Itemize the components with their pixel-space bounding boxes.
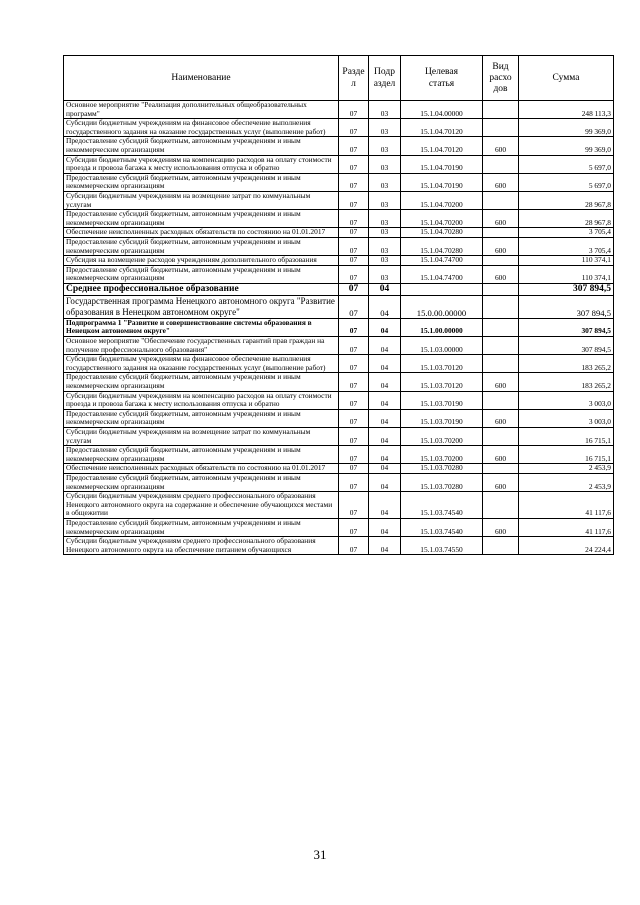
cell-amount: 41 117,6 bbox=[519, 518, 614, 536]
cell-subsection: 03 bbox=[369, 228, 401, 238]
table-row bbox=[64, 446, 614, 464]
cell-amount: 2 453,9 bbox=[519, 464, 614, 474]
cell-section: 07 bbox=[339, 119, 369, 137]
table-row bbox=[64, 318, 614, 336]
cell-expense-type bbox=[483, 464, 519, 474]
cell-section: 07 bbox=[339, 265, 369, 283]
cell-expense-type bbox=[483, 492, 519, 519]
cell-amount: 307 894,5 bbox=[519, 283, 614, 295]
cell-subsection: 03 bbox=[369, 191, 401, 209]
header-row bbox=[64, 56, 614, 101]
cell-subsection: 04 bbox=[369, 295, 401, 318]
cell-subsection: 04 bbox=[369, 428, 401, 446]
cell-expense-type bbox=[483, 337, 519, 355]
cell-amount: 183 265,2 bbox=[519, 373, 614, 391]
cell-amount: 110 374,1 bbox=[519, 265, 614, 283]
cell-section: 07 bbox=[339, 101, 369, 119]
budget-table bbox=[63, 55, 614, 555]
cell-amount: 5 697,0 bbox=[519, 173, 614, 191]
cell-expense-type bbox=[483, 318, 519, 336]
cell-target: 15.1.04.70120 bbox=[401, 137, 483, 155]
cell-section: 07 bbox=[339, 237, 369, 255]
cell-section: 07 bbox=[339, 173, 369, 191]
cell-expense-type bbox=[483, 119, 519, 137]
table-body bbox=[64, 101, 614, 555]
header-target: Целевая статья bbox=[401, 56, 483, 101]
table-row bbox=[64, 428, 614, 446]
cell-amount: 3 003,0 bbox=[519, 391, 614, 409]
cell-target: 15.1.04.70190 bbox=[401, 173, 483, 191]
cell-target: 15.0.00.00000 bbox=[401, 295, 483, 318]
cell-section: 07 bbox=[339, 537, 369, 555]
cell-target: 15.1.03.70200 bbox=[401, 446, 483, 464]
cell-amount: 307 894,5 bbox=[519, 318, 614, 336]
cell-amount: 183 265,2 bbox=[519, 355, 614, 373]
cell-subsection: 03 bbox=[369, 265, 401, 283]
cell-section: 07 bbox=[339, 518, 369, 536]
cell-expense-type: 600 bbox=[483, 446, 519, 464]
cell-target: 15.1.00.00000 bbox=[401, 318, 483, 336]
table-row bbox=[64, 119, 614, 137]
header-expense-type: Вид расхо дов bbox=[483, 56, 519, 101]
cell-name: Предоставление субсидий бюджетным, автономным учреждениям и иным некоммерческим организациям bbox=[64, 473, 339, 491]
cell-name: Подпрограмма 1 "Развитие и совершенствование системы образования в Ненецком автономном округе" bbox=[64, 318, 339, 336]
cell-expense-type bbox=[483, 355, 519, 373]
cell-section: 07 bbox=[339, 191, 369, 209]
cell-subsection: 03 bbox=[369, 173, 401, 191]
cell-section: 07 bbox=[339, 473, 369, 491]
cell-name: Предоставление субсидий бюджетным, автономным учреждениям и иным некоммерческим организациям bbox=[64, 173, 339, 191]
cell-expense-type: 600 bbox=[483, 137, 519, 155]
cell-subsection: 04 bbox=[369, 537, 401, 555]
cell-name: Субсидии бюджетным учреждениям на компенсацию расходов на оплату стоимости проезда и провоза багажа к месту использования отпуска и обратно bbox=[64, 391, 339, 409]
cell-subsection: 04 bbox=[369, 518, 401, 536]
cell-name: Субсидии бюджетным учреждениям среднего профессионального образования Ненецкого автономного округа на обеспечение питанием обучающихся bbox=[64, 537, 339, 555]
cell-section: 07 bbox=[339, 391, 369, 409]
cell-name: Предоставление субсидий бюджетным, автономным учреждениям и иным некоммерческим организациям bbox=[64, 137, 339, 155]
cell-amount: 5 697,0 bbox=[519, 155, 614, 173]
cell-section: 07 bbox=[339, 464, 369, 474]
cell-section: 07 bbox=[339, 210, 369, 228]
cell-section: 07 bbox=[339, 318, 369, 336]
cell-section: 07 bbox=[339, 137, 369, 155]
cell-amount: 307 894,5 bbox=[519, 337, 614, 355]
cell-name: Субсидии бюджетным учреждениям на возмещение затрат по коммунальным услугам bbox=[64, 191, 339, 209]
cell-name: Субсидия на возмещение расходов учреждениям дополнительного образования bbox=[64, 256, 339, 266]
cell-name: Субсидии бюджетным учреждениям на возмещение затрат по коммунальным услугам bbox=[64, 428, 339, 446]
cell-name: Предоставление субсидий бюджетным, автономным учреждениям и иным некоммерческим организациям bbox=[64, 518, 339, 536]
cell-amount: 110 374,1 bbox=[519, 256, 614, 266]
header-subsection: Подр аздел bbox=[369, 56, 401, 101]
cell-subsection: 04 bbox=[369, 318, 401, 336]
table-row bbox=[64, 492, 614, 519]
cell-expense-type: 600 bbox=[483, 237, 519, 255]
cell-target: 15.1.03.00000 bbox=[401, 337, 483, 355]
cell-target: 15.1.04.70120 bbox=[401, 119, 483, 137]
cell-expense-type: 600 bbox=[483, 473, 519, 491]
cell-subsection: 03 bbox=[369, 137, 401, 155]
table-row bbox=[64, 137, 614, 155]
table-row bbox=[64, 295, 614, 318]
cell-amount: 28 967,8 bbox=[519, 210, 614, 228]
cell-section: 07 bbox=[339, 295, 369, 318]
table-row bbox=[64, 355, 614, 373]
table-row bbox=[64, 473, 614, 491]
header-name: Наименование bbox=[64, 56, 339, 101]
page-number: 31 bbox=[313, 847, 327, 862]
cell-expense-type bbox=[483, 256, 519, 266]
cell-target: 15.1.04.74700 bbox=[401, 265, 483, 283]
cell-expense-type bbox=[483, 283, 519, 295]
table-header bbox=[64, 56, 614, 101]
table-row bbox=[64, 518, 614, 536]
cell-subsection: 04 bbox=[369, 391, 401, 409]
cell-target: 15.1.03.74540 bbox=[401, 518, 483, 536]
cell-amount: 248 113,3 bbox=[519, 101, 614, 119]
cell-section: 07 bbox=[339, 155, 369, 173]
cell-target bbox=[401, 283, 483, 295]
table-row bbox=[64, 101, 614, 119]
cell-target: 15.1.04.74700 bbox=[401, 256, 483, 266]
header-amount: Сумма bbox=[519, 56, 614, 101]
cell-amount: 16 715,1 bbox=[519, 428, 614, 446]
cell-name: Предоставление субсидий бюджетным, автономным учреждениям и иным некоммерческим организациям bbox=[64, 237, 339, 255]
cell-subsection: 03 bbox=[369, 237, 401, 255]
cell-name: Основное мероприятие "Реализация дополнительных общеобразовательных программ" bbox=[64, 101, 339, 119]
cell-target: 15.1.04.70200 bbox=[401, 191, 483, 209]
cell-section: 07 bbox=[339, 446, 369, 464]
cell-amount: 307 894,5 bbox=[519, 295, 614, 318]
cell-subsection: 04 bbox=[369, 409, 401, 427]
cell-target: 15.1.03.70190 bbox=[401, 409, 483, 427]
cell-target: 15.1.03.74550 bbox=[401, 537, 483, 555]
cell-target: 15.1.04.70280 bbox=[401, 237, 483, 255]
cell-section: 07 bbox=[339, 337, 369, 355]
table-row bbox=[64, 237, 614, 255]
cell-section: 07 bbox=[339, 492, 369, 519]
cell-target: 15.1.03.70190 bbox=[401, 391, 483, 409]
cell-target: 15.1.03.70120 bbox=[401, 373, 483, 391]
cell-amount: 24 224,4 bbox=[519, 537, 614, 555]
cell-target: 15.1.03.74540 bbox=[401, 492, 483, 519]
cell-expense-type bbox=[483, 155, 519, 173]
table-row bbox=[64, 409, 614, 427]
cell-section: 07 bbox=[339, 428, 369, 446]
cell-name: Субсидии бюджетным учреждениям среднего профессионального образования Ненецкого автономного округа на содержание и обеспечение обучающихся местами в общежитии bbox=[64, 492, 339, 519]
cell-subsection: 03 bbox=[369, 155, 401, 173]
cell-section: 07 bbox=[339, 373, 369, 391]
cell-expense-type: 600 bbox=[483, 409, 519, 427]
cell-name: Предоставление субсидий бюджетным, автономным учреждениям и иным некоммерческим организациям bbox=[64, 409, 339, 427]
cell-name: Обеспечение неисполненных расходных обязательств по состоянию на 01.01.2017 bbox=[64, 464, 339, 474]
cell-section: 07 bbox=[339, 283, 369, 295]
cell-subsection: 04 bbox=[369, 446, 401, 464]
table-row bbox=[64, 155, 614, 173]
table-row bbox=[64, 391, 614, 409]
cell-expense-type bbox=[483, 228, 519, 238]
cell-target: 15.1.04.70190 bbox=[401, 155, 483, 173]
cell-amount: 3 705,4 bbox=[519, 228, 614, 238]
cell-expense-type bbox=[483, 428, 519, 446]
cell-amount: 16 715,1 bbox=[519, 446, 614, 464]
cell-expense-type bbox=[483, 295, 519, 318]
cell-name: Предоставление субсидий бюджетным, автономным учреждениям и иным некоммерческим организациям bbox=[64, 210, 339, 228]
cell-subsection: 03 bbox=[369, 256, 401, 266]
cell-expense-type: 600 bbox=[483, 173, 519, 191]
cell-name: Субсидии бюджетным учреждениям на финансовое обеспечение выполнения государственного задания на оказание государственных услуг (выполнение работ) bbox=[64, 119, 339, 137]
table-row bbox=[64, 173, 614, 191]
cell-name: Предоставление субсидий бюджетным, автономным учреждениям и иным некоммерческим организациям bbox=[64, 373, 339, 391]
cell-expense-type: 600 bbox=[483, 265, 519, 283]
table-row bbox=[64, 210, 614, 228]
cell-subsection: 03 bbox=[369, 119, 401, 137]
cell-target: 15.1.03.70200 bbox=[401, 428, 483, 446]
cell-expense-type bbox=[483, 537, 519, 555]
cell-name: Обеспечение неисполненных расходных обязательств по состоянию на 01.01.2017 bbox=[64, 228, 339, 238]
cell-subsection: 03 bbox=[369, 210, 401, 228]
cell-target: 15.1.04.00000 bbox=[401, 101, 483, 119]
cell-subsection: 04 bbox=[369, 373, 401, 391]
header-section: Разде л bbox=[339, 56, 369, 101]
cell-name: Предоставление субсидий бюджетным, автономным учреждениям и иным некоммерческим организациям bbox=[64, 265, 339, 283]
cell-name: Предоставление субсидий бюджетным, автономным учреждениям и иным некоммерческим организациям bbox=[64, 446, 339, 464]
table-row bbox=[64, 256, 614, 266]
cell-subsection: 03 bbox=[369, 101, 401, 119]
cell-section: 07 bbox=[339, 256, 369, 266]
cell-target: 15.1.03.70120 bbox=[401, 355, 483, 373]
cell-amount: 3 003,0 bbox=[519, 409, 614, 427]
cell-name: Субсидии бюджетным учреждениям на компенсацию расходов на оплату стоимости проезда и провоза багажа к месту использования отпуска и обратно bbox=[64, 155, 339, 173]
cell-target: 15.1.03.70280 bbox=[401, 464, 483, 474]
cell-expense-type bbox=[483, 101, 519, 119]
table-row bbox=[64, 283, 614, 295]
cell-expense-type: 600 bbox=[483, 210, 519, 228]
cell-expense-type bbox=[483, 391, 519, 409]
table-row bbox=[64, 464, 614, 474]
cell-subsection: 04 bbox=[369, 473, 401, 491]
cell-name: Государственная программа Ненецкого автономного округа "Развитие образования в Ненецком автономном округе" bbox=[64, 295, 339, 318]
cell-name: Основное мероприятие "Обеспечение государственных гарантий прав граждан на получение профессионального образования" bbox=[64, 337, 339, 355]
cell-subsection: 04 bbox=[369, 492, 401, 519]
cell-target: 15.1.04.70200 bbox=[401, 210, 483, 228]
cell-amount: 3 705,4 bbox=[519, 237, 614, 255]
table-row bbox=[64, 228, 614, 238]
cell-expense-type bbox=[483, 191, 519, 209]
table-row bbox=[64, 373, 614, 391]
cell-amount: 28 967,8 bbox=[519, 191, 614, 209]
cell-section: 07 bbox=[339, 355, 369, 373]
cell-subsection: 04 bbox=[369, 464, 401, 474]
cell-subsection: 04 bbox=[369, 283, 401, 295]
cell-subsection: 04 bbox=[369, 355, 401, 373]
cell-expense-type: 600 bbox=[483, 373, 519, 391]
cell-expense-type: 600 bbox=[483, 518, 519, 536]
table-row bbox=[64, 191, 614, 209]
table-row bbox=[64, 537, 614, 555]
table-row bbox=[64, 265, 614, 283]
cell-name: Среднее профессиональное образование bbox=[64, 283, 339, 295]
cell-section: 07 bbox=[339, 409, 369, 427]
table-row bbox=[64, 337, 614, 355]
cell-amount: 2 453,9 bbox=[519, 473, 614, 491]
cell-amount: 99 369,0 bbox=[519, 119, 614, 137]
cell-target: 15.1.03.70280 bbox=[401, 473, 483, 491]
cell-subsection: 04 bbox=[369, 337, 401, 355]
cell-amount: 99 369,0 bbox=[519, 137, 614, 155]
cell-amount: 41 117,6 bbox=[519, 492, 614, 519]
cell-target: 15.1.04.70280 bbox=[401, 228, 483, 238]
cell-name: Субсидии бюджетным учреждениям на финансовое обеспечение выполнения государственного задания на оказание государственных услуг (выполнение работ) bbox=[64, 355, 339, 373]
cell-section: 07 bbox=[339, 228, 369, 238]
